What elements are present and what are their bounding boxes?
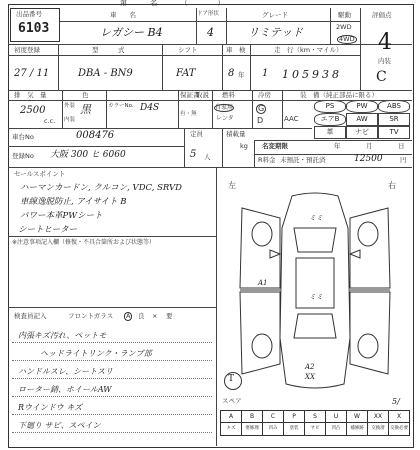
diagram-mark-roof: ミミ xyxy=(309,293,323,301)
legend-meaning: 要修理 xyxy=(242,423,263,435)
shift-label: シフト xyxy=(178,46,198,54)
legend-code: B xyxy=(242,411,263,422)
equip-navi: ナビ xyxy=(346,126,378,139)
lot-number: 6103 xyxy=(18,21,50,36)
reg-label: 登録No xyxy=(12,152,34,160)
color-no-label: カラーNo. xyxy=(108,103,134,109)
drive-label: 駆動 xyxy=(338,11,351,19)
ac-label: 冷房 xyxy=(258,91,271,99)
grade-value: リミテッド xyxy=(248,26,303,39)
mileage-value: 105938 xyxy=(282,68,342,81)
spare-label: スペア xyxy=(222,397,242,405)
equip-label: 装 備（純正部品に限る） xyxy=(300,91,378,99)
selling-point-1: ハーマンカードン, クルコン, VDC, SRVD xyxy=(20,183,182,193)
inspection-label: 車 検 xyxy=(226,46,246,54)
inspection-month: 1 xyxy=(262,68,269,79)
load-label: 積載量 xyxy=(226,130,246,138)
equip-aw: AW xyxy=(346,113,378,126)
capacity-label: 定員 xyxy=(190,130,203,138)
interior-value: C xyxy=(376,69,387,85)
equip-airbag: エアB xyxy=(314,113,346,126)
capacity-value: 5 xyxy=(190,149,197,160)
first-reg-value: 27 / 11 xyxy=(14,68,50,79)
legend-meaning: 交換必要 xyxy=(390,426,408,431)
warranty-label: 保証書 xyxy=(180,91,200,99)
score-value: 4 xyxy=(378,30,392,55)
legend-meaning: 凹凸 xyxy=(326,423,347,435)
car-name-label: 車 名 xyxy=(110,11,136,19)
glass-x: × xyxy=(152,312,158,320)
selling-point-4: シートヒーター xyxy=(18,225,78,235)
legend-code: A xyxy=(221,411,242,422)
legend-meaning: 凹み xyxy=(263,423,284,435)
diagram-mark-front: ミミ xyxy=(309,214,323,222)
diagram-mark-a2: A2 xyxy=(305,363,315,371)
ac-value: AAC xyxy=(284,115,299,123)
drive-option-2wd: 2WD xyxy=(336,23,352,31)
month-label: 月 xyxy=(366,142,373,150)
interior-label: 内装 xyxy=(378,57,391,65)
shift-value: FAT xyxy=(176,68,196,79)
doors-value: 4 xyxy=(207,26,214,39)
selling-point-3: パワー本革PWシート xyxy=(20,211,103,221)
equip-leather: 革 xyxy=(314,126,346,139)
displacement-value: 2500 xyxy=(20,105,46,116)
warranty-value: 有・無 xyxy=(180,111,197,117)
glass-a: A xyxy=(126,312,131,320)
legend-meaning: キズ xyxy=(221,423,242,435)
color-interior-tag: 内装 xyxy=(64,117,76,123)
equip-sr: SR xyxy=(378,113,410,126)
score-label: 評価点 xyxy=(372,11,392,19)
inspector-line-4: ローター錆、ホイールAW xyxy=(18,385,112,394)
diagram-left-label: 左 xyxy=(228,181,236,190)
doors-label: ドア形状 xyxy=(197,11,219,17)
spare-mark: T xyxy=(228,374,235,384)
legend-meaning: 補修跡 xyxy=(347,423,368,435)
legend-meaning: 塗装 xyxy=(284,423,305,435)
color-exterior-value: 黒 xyxy=(80,103,91,116)
recycle-status: 未預託・預託済 xyxy=(280,156,326,164)
legend-code: W xyxy=(347,411,368,422)
legend-code: S xyxy=(305,411,326,422)
glass-req: 要 xyxy=(166,312,173,320)
displacement-unit: c.c. xyxy=(44,117,56,125)
drive-option-4wd: 4WD xyxy=(339,35,355,43)
usage-private: 自家用 xyxy=(215,104,234,111)
legend-code: U xyxy=(326,411,347,422)
diagram-mark-xx: XX xyxy=(305,373,315,381)
equip-abs: ABS xyxy=(378,100,410,113)
legend-code: P xyxy=(284,411,305,422)
fuel-diesel: D xyxy=(257,116,264,125)
frame-label: 車台No xyxy=(12,133,34,141)
inspector-line-2: ヘッドライトリンク・ランプ部 xyxy=(40,349,152,358)
grade-label: グレード xyxy=(262,11,288,19)
car-name-value: レガシー B4 xyxy=(100,26,163,39)
usage-rental: レンタ xyxy=(216,115,234,122)
diagram-right-label: 右 xyxy=(388,181,396,190)
fuel-gas: G xyxy=(258,104,265,113)
legend-meaning: サビ xyxy=(305,423,326,435)
year-label: 年 xyxy=(334,142,341,150)
recycle-amount: 12500 xyxy=(354,154,383,164)
legend-code: XX xyxy=(368,411,389,422)
glass-good: 良 xyxy=(138,312,145,320)
name-change-label: 名変期限 xyxy=(262,142,288,150)
color-exterior-tag: 外装 xyxy=(64,103,76,109)
selling-point-2: 車線逸脱防止, アイサイト B xyxy=(20,197,127,207)
load-unit: kg xyxy=(240,142,248,150)
inspector-label: 検査員記入 xyxy=(14,312,47,320)
day-label: 日 xyxy=(398,142,405,150)
legend-code: X xyxy=(396,413,402,420)
inspection-year: 8 xyxy=(228,68,235,79)
color-label: 色 xyxy=(82,91,89,99)
inspector-line-6: 下廻り サビ、スペイン xyxy=(18,421,101,430)
fuel-label: 燃料 xyxy=(222,91,235,99)
glass-label: フロントガラス xyxy=(68,312,114,320)
frame-value: 008476 xyxy=(76,130,115,141)
legend-table xyxy=(220,410,410,436)
legend-code: C xyxy=(263,411,284,422)
model-label: 型 式 xyxy=(92,46,125,54)
color-no-value: D4S xyxy=(140,103,160,113)
mileage-label: 走 行（km・マイル） xyxy=(274,46,343,54)
notes-label: ※注意事項記入欄（修復・不具合箇所および状態等） xyxy=(12,239,156,246)
equip-tv: TV xyxy=(378,126,410,139)
top-strip: 第 名 （ ） xyxy=(120,0,225,7)
corner-mark: 5/ xyxy=(392,397,400,406)
displacement-label: 排 気 量 xyxy=(14,91,47,99)
first-reg-label: 初度登録 xyxy=(14,46,40,54)
recycle-label: R料金 xyxy=(258,156,276,164)
selling-points-label: セールスポイント xyxy=(14,170,66,178)
equip-ps: PS xyxy=(314,100,346,113)
yen-label: 円 xyxy=(400,156,407,164)
lot-label: 出品番号 xyxy=(16,10,42,18)
inspector-line-3: ハンドルスレ、シートスリ xyxy=(18,367,114,376)
inspector-line-5: Rウインドウ キズ xyxy=(18,403,83,412)
legend-meaning: 交換済 xyxy=(368,423,389,435)
equip-pw: PW xyxy=(346,100,378,113)
inspector-line-1: 内張キズ汚れ、ペットモ xyxy=(18,331,107,340)
capacity-unit: 人 xyxy=(204,153,211,161)
diagram-mark-a1: A1 xyxy=(258,279,268,287)
reg-value: 大阪 300 ヒ 6060 xyxy=(50,150,126,160)
model-value: DBA - BN9 xyxy=(78,68,133,79)
year-mark: 年 xyxy=(238,71,245,79)
manual-label: 取説 xyxy=(196,91,209,99)
